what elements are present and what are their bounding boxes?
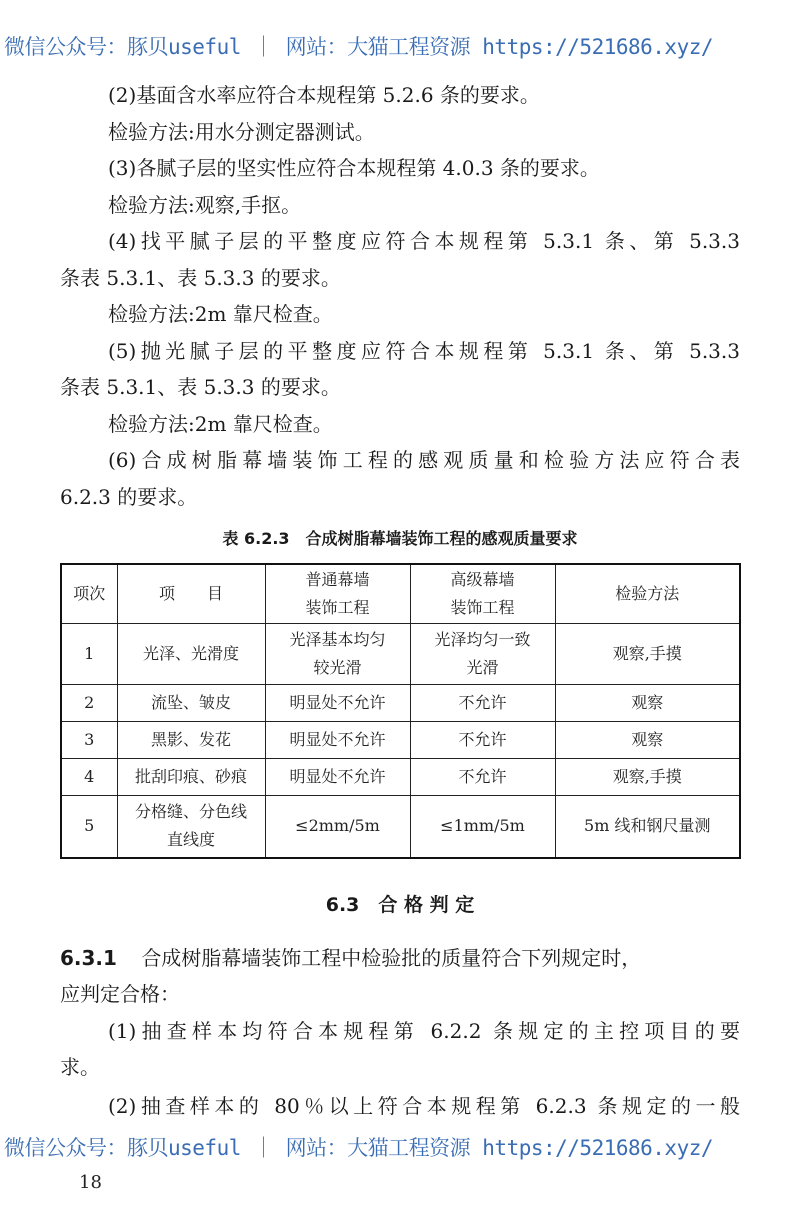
table-cell: 普通幕墙 装饰工程 xyxy=(265,564,410,623)
table-cell: 高级幕墙 装饰工程 xyxy=(410,564,555,623)
clause-item: (2)抽查样本的 80％以上符合本规程第 6.2.3 条规定的一般 xyxy=(108,1094,740,1118)
body-line: 条表 5.3.1、表 5.3.3 的要求。 xyxy=(60,375,341,399)
table-cell: 5m 线和钢尺量测 xyxy=(555,795,740,858)
body-line: 检验方法:用水分测定器测试。 xyxy=(108,119,375,144)
table-caption: 表 6.2.3 合成树脂幕墙装饰工程的感观质量要求 xyxy=(222,529,578,548)
watermark-top: 微信公众号：豚贝useful ｜ 网站：大猫工程资源 https://521686.xyz/ xyxy=(4,35,714,59)
table-cell: 3 xyxy=(61,721,117,758)
table-cell: 明显处不允许 xyxy=(265,684,410,721)
table-cell: 观察,手摸 xyxy=(555,758,740,795)
body-line: 6.2.3 的要求。 xyxy=(60,484,198,509)
watermark-bottom: 微信公众号：豚贝useful ｜ 网站：大猫工程资源 https://521686.xyz/ xyxy=(4,1136,714,1160)
table-cell: 观察,手摸 xyxy=(555,623,740,684)
table-cell: 项次 xyxy=(61,564,117,623)
table-row xyxy=(61,758,740,795)
table-cell: 光泽基本均匀 较光滑 xyxy=(265,623,410,684)
table-row xyxy=(61,795,740,858)
table-row xyxy=(61,684,740,721)
table-cell: 不允许 xyxy=(410,684,555,721)
table-cell: 4 xyxy=(61,758,117,795)
table-cell: 检验方法 xyxy=(555,564,740,623)
body-line: (4)找平腻子层的平整度应符合本规程第 5.3.1 条、第 5.3.3 xyxy=(108,229,740,253)
table-header-row xyxy=(61,564,740,623)
table-cell: 光泽、光滑度 xyxy=(117,623,265,684)
body-line: 条表 5.3.1、表 5.3.3 的要求。 xyxy=(60,265,341,290)
table-cell: 5 xyxy=(61,795,117,858)
table-cell: 黑影、发花 xyxy=(117,721,265,758)
body-line: 检验方法:观察,手抠。 xyxy=(108,192,302,217)
clause-text: 合成树脂幕墙装饰工程中检验批的质量符合下列规定时， xyxy=(141,946,642,970)
table-cell: 项 目 xyxy=(117,564,265,623)
clause-item: 求。 xyxy=(60,1055,100,1079)
section-heading: 6.3 合 格 判 定 xyxy=(325,894,475,916)
body-line: (3)各腻子层的坚实性应符合本规程第 4.0.3 条的要求。 xyxy=(108,156,600,180)
table-cell: 观察 xyxy=(555,721,740,758)
body-line: 检验方法:2m 靠尺检查。 xyxy=(108,411,333,436)
table-cell: ≤2mm/5m xyxy=(265,795,410,858)
page-number: 18 xyxy=(79,1172,102,1193)
table-cell: 流坠、皱皮 xyxy=(117,684,265,721)
clause-item: (1)抽查样本均符合本规程第 6.2.2 条规定的主控项目的要 xyxy=(108,1019,740,1043)
table-cell: 不允许 xyxy=(410,758,555,795)
quality-table xyxy=(60,563,741,859)
clause-text: 应判定合格： xyxy=(60,982,180,1006)
table-row xyxy=(61,721,740,758)
table-cell: 2 xyxy=(61,684,117,721)
table-cell: 光泽均匀一致 光滑 xyxy=(410,623,555,684)
body-line: 检验方法:2m 靠尺检查。 xyxy=(108,302,333,326)
table-cell: 1 xyxy=(61,623,117,684)
table-cell: 观察 xyxy=(555,684,740,721)
table-cell: 不允许 xyxy=(410,721,555,758)
table-cell: 分格缝、分色线 直线度 xyxy=(117,795,265,858)
clause-6-3-1 xyxy=(60,946,740,970)
clause-number: 6.3.1 xyxy=(60,946,117,970)
table-row xyxy=(61,623,740,684)
body-line: (5)抛光腻子层的平整度应符合本规程第 5.3.1 条、第 5.3.3 xyxy=(108,338,740,363)
table-cell: ≤1mm/5m xyxy=(410,795,555,858)
body-line: (2)基面含水率应符合本规程第 5.2.6 条的要求。 xyxy=(108,83,540,107)
table-cell: 明显处不允许 xyxy=(265,758,410,795)
table-cell: 批刮印痕、砂痕 xyxy=(117,758,265,795)
body-line: (6)合成树脂幕墙装饰工程的感观质量和检验方法应符合表 xyxy=(108,448,740,472)
table-cell: 明显处不允许 xyxy=(265,721,410,758)
